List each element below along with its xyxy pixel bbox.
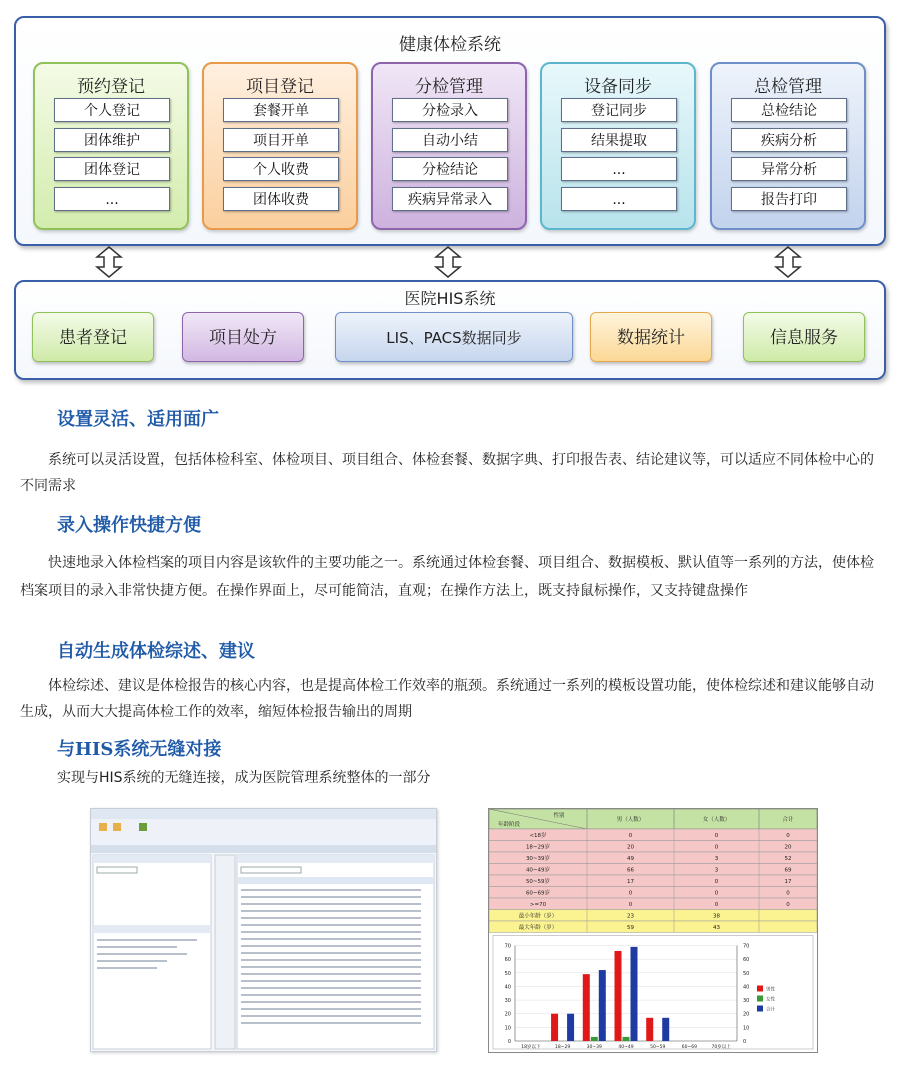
his-system-title: 医院HIS系统 bbox=[404, 289, 496, 308]
legend-label: 男性 bbox=[766, 987, 775, 993]
table-cell-total: 0 bbox=[786, 890, 790, 897]
table-cell-total: 0 bbox=[786, 902, 790, 908]
module-item[interactable]: 套餐开单 bbox=[223, 98, 339, 122]
his-box-statistics[interactable]: 数据统计 bbox=[590, 312, 712, 362]
bar bbox=[567, 1014, 574, 1041]
module-item[interactable]: ... bbox=[561, 187, 677, 211]
section-text: 体检综述、建议是体检报告的核心内容，也是提高体检工作效率的瓶颈。系统通过一系列的模板设置功能，使体检综述和建议能够自动生成，从而大大提高体检工作的效率，缩短体检报告输出的周期 bbox=[20, 678, 874, 720]
table-cell-female: 43 bbox=[713, 925, 720, 931]
table-cell-male: 23 bbox=[627, 913, 634, 920]
y-tick-label-right: 0 bbox=[743, 1039, 747, 1045]
y-tick-label-right: 30 bbox=[743, 998, 750, 1005]
module-appointment bbox=[33, 62, 189, 230]
his-box-prescription[interactable]: 项目处方 bbox=[182, 312, 304, 362]
health-exam-system-frame bbox=[14, 16, 886, 246]
table-col-header: 合计 bbox=[782, 817, 794, 823]
bidirectional-arrow-icon bbox=[94, 246, 124, 278]
legend-label: 女性 bbox=[766, 997, 775, 1003]
legend-swatch bbox=[757, 996, 763, 1002]
module-item[interactable]: 分检录入 bbox=[392, 98, 508, 122]
table-cell-total: 17 bbox=[784, 879, 792, 885]
section-title: 录入操作快捷方便 bbox=[57, 515, 201, 536]
x-tick-label: 50~59 bbox=[650, 1045, 666, 1050]
x-tick-label: 70岁以上 bbox=[711, 1045, 731, 1050]
x-tick-label: 18~29 bbox=[554, 1045, 571, 1050]
his-system-frame bbox=[14, 280, 886, 380]
module-item[interactable]: 疾病异常录入 bbox=[392, 187, 508, 211]
module-item[interactable]: ... bbox=[54, 187, 170, 211]
bar bbox=[599, 970, 606, 1041]
table-cell-female: 3 bbox=[714, 856, 719, 862]
table-cell-total: 0 bbox=[786, 833, 790, 839]
table-cell-male: 20 bbox=[627, 844, 634, 851]
his-box-patient-registration[interactable]: 患者登记 bbox=[32, 312, 154, 362]
table-cell-female: 0 bbox=[714, 879, 719, 885]
table-row-label: >=70 bbox=[529, 902, 547, 908]
table-cell-male: 66 bbox=[627, 867, 634, 874]
table-col-header: 男（人数） bbox=[616, 817, 645, 823]
table-cell-total: 69 bbox=[784, 867, 792, 874]
module-title: 项目登记 bbox=[246, 77, 314, 97]
table-row-label: 最小年龄（岁） bbox=[518, 913, 558, 920]
section-text: 实现与HIS系统的无缝连接，成为医院管理系统整体的一部分 bbox=[57, 770, 431, 786]
table-corner-top: 性别 bbox=[553, 813, 565, 819]
legend-swatch bbox=[757, 986, 763, 992]
module-title: 总检管理 bbox=[754, 77, 822, 97]
module-item[interactable]: 自动小结 bbox=[392, 128, 508, 152]
module-title: 分检管理 bbox=[415, 77, 483, 97]
module-item[interactable]: 团体收费 bbox=[223, 187, 339, 211]
age-statistics-panel bbox=[488, 808, 818, 1053]
his-box-info-service[interactable]: 信息服务 bbox=[743, 312, 865, 362]
y-tick-label-right: 20 bbox=[743, 1011, 750, 1018]
bidirectional-arrow-icon bbox=[773, 246, 803, 278]
y-tick-label: 70 bbox=[504, 943, 511, 950]
table-cell-male: 49 bbox=[627, 856, 634, 862]
table-cell-female: 0 bbox=[714, 902, 719, 908]
y-tick-label: 10 bbox=[504, 1025, 511, 1032]
module-item[interactable]: 项目开单 bbox=[223, 128, 339, 152]
table-row-label: <18岁 bbox=[529, 833, 547, 839]
module-item[interactable]: 报告打印 bbox=[731, 187, 847, 211]
table-cell-male: 0 bbox=[628, 902, 633, 908]
y-tick-label-right: 60 bbox=[743, 957, 750, 964]
y-tick-label-right: 10 bbox=[743, 1025, 750, 1032]
y-tick-label-right: 50 bbox=[743, 970, 750, 977]
y-tick-label-right: 40 bbox=[743, 984, 750, 991]
table-row-label: 40~49岁 bbox=[525, 867, 551, 874]
module-item[interactable]: ... bbox=[561, 157, 677, 181]
y-tick-label: 20 bbox=[504, 1011, 511, 1018]
table-cell-total: 20 bbox=[784, 844, 792, 851]
bar bbox=[551, 1014, 558, 1041]
module-item[interactable]: 疾病分析 bbox=[731, 128, 847, 152]
y-tick-label: 0 bbox=[507, 1039, 511, 1045]
module-item[interactable]: 总检结论 bbox=[731, 98, 847, 122]
section-text: 快速地录入体检档案的项目内容是该软件的主要功能之一。系统通过体检套餐、项目组合、数据模板、默认值等一系列的方法，使体检档案项目的录入非常快捷方便。在操作界面上，尽可能简洁，直观；在操作方法上，既支持鼠标操作，又支持键盘操作 bbox=[20, 555, 874, 599]
section-title: 与HIS系统无缝对接 bbox=[57, 739, 222, 760]
legend-label: 合计 bbox=[766, 1007, 775, 1013]
module-item[interactable]: 团体维护 bbox=[54, 128, 170, 152]
module-item[interactable]: 结果提取 bbox=[561, 128, 677, 152]
age-statistics-graphic bbox=[489, 809, 817, 1052]
table-cell-female: 38 bbox=[713, 913, 720, 920]
table-cell-male: 17 bbox=[627, 879, 634, 885]
bidirectional-arrow-icon bbox=[433, 246, 463, 278]
module-item-registration bbox=[202, 62, 358, 230]
table-row-label: 最大年龄（岁） bbox=[518, 925, 558, 931]
y-tick-label: 60 bbox=[504, 957, 511, 964]
y-tick-label: 50 bbox=[504, 970, 511, 977]
x-tick-label: 40~49 bbox=[618, 1045, 634, 1050]
table-row-label: 60~69岁 bbox=[525, 890, 551, 897]
legend-swatch bbox=[757, 1006, 763, 1012]
table-cell-total: 52 bbox=[784, 856, 792, 862]
y-tick-label: 40 bbox=[504, 984, 511, 991]
bar bbox=[591, 1037, 598, 1041]
software-screenshot-graphic bbox=[91, 809, 436, 1051]
table-cell-female: 0 bbox=[714, 890, 719, 897]
x-tick-label: 18岁以下 bbox=[521, 1045, 541, 1050]
table-corner-bottom: 年龄阶段 bbox=[497, 822, 521, 828]
table-col-header: 女（人数） bbox=[702, 817, 731, 823]
module-general-exam bbox=[710, 62, 866, 230]
bar bbox=[615, 951, 622, 1041]
his-box-lis-pacs-sync[interactable]: LIS、PACS数据同步 bbox=[335, 312, 573, 362]
bar bbox=[662, 1018, 669, 1041]
bar bbox=[646, 1018, 653, 1041]
x-tick-label: 30~39 bbox=[586, 1045, 602, 1050]
bar bbox=[631, 947, 638, 1041]
section-title: 自动生成体检综述、建议 bbox=[57, 641, 255, 662]
module-item[interactable]: 个人登记 bbox=[54, 98, 170, 122]
y-tick-label: 30 bbox=[504, 998, 511, 1005]
bar bbox=[623, 1037, 630, 1041]
module-item[interactable]: 分检结论 bbox=[392, 157, 508, 181]
module-title: 设备同步 bbox=[584, 77, 652, 97]
table-cell-female: 3 bbox=[714, 867, 719, 874]
module-item[interactable]: 登记同步 bbox=[561, 98, 677, 122]
module-sub-exam bbox=[371, 62, 527, 230]
table-cell-male: 0 bbox=[628, 890, 633, 897]
table-row-label: 18~29岁 bbox=[525, 844, 551, 851]
table-cell-female: 0 bbox=[714, 844, 719, 851]
module-device-sync bbox=[540, 62, 696, 230]
section-text: 系统可以灵活设置，包括体检科室、体检项目、项目组合、体检套餐、数据字典、打印报告表、结论建议等，可以适应不同体检中心的不同需求 bbox=[20, 452, 874, 494]
table-cell-female: 0 bbox=[714, 833, 719, 839]
health-exam-system-title: 健康体检系统 bbox=[399, 35, 501, 55]
table-cell-male: 0 bbox=[628, 833, 633, 839]
table-cell-male: 59 bbox=[627, 925, 634, 931]
module-title: 预约登记 bbox=[77, 77, 145, 97]
bar bbox=[583, 974, 590, 1041]
x-tick-label: 60~69 bbox=[681, 1045, 698, 1050]
section-title: 设置灵活、适用面广 bbox=[57, 409, 219, 430]
table-row-label: 30~39岁 bbox=[525, 856, 551, 862]
module-item[interactable]: 个人收费 bbox=[223, 157, 339, 181]
module-item[interactable]: 异常分析 bbox=[731, 157, 847, 181]
y-tick-label-right: 70 bbox=[743, 943, 750, 950]
module-item[interactable]: 团体登记 bbox=[54, 157, 170, 181]
table-row-label: 50~59岁 bbox=[525, 879, 551, 885]
software-screenshot bbox=[90, 808, 437, 1052]
